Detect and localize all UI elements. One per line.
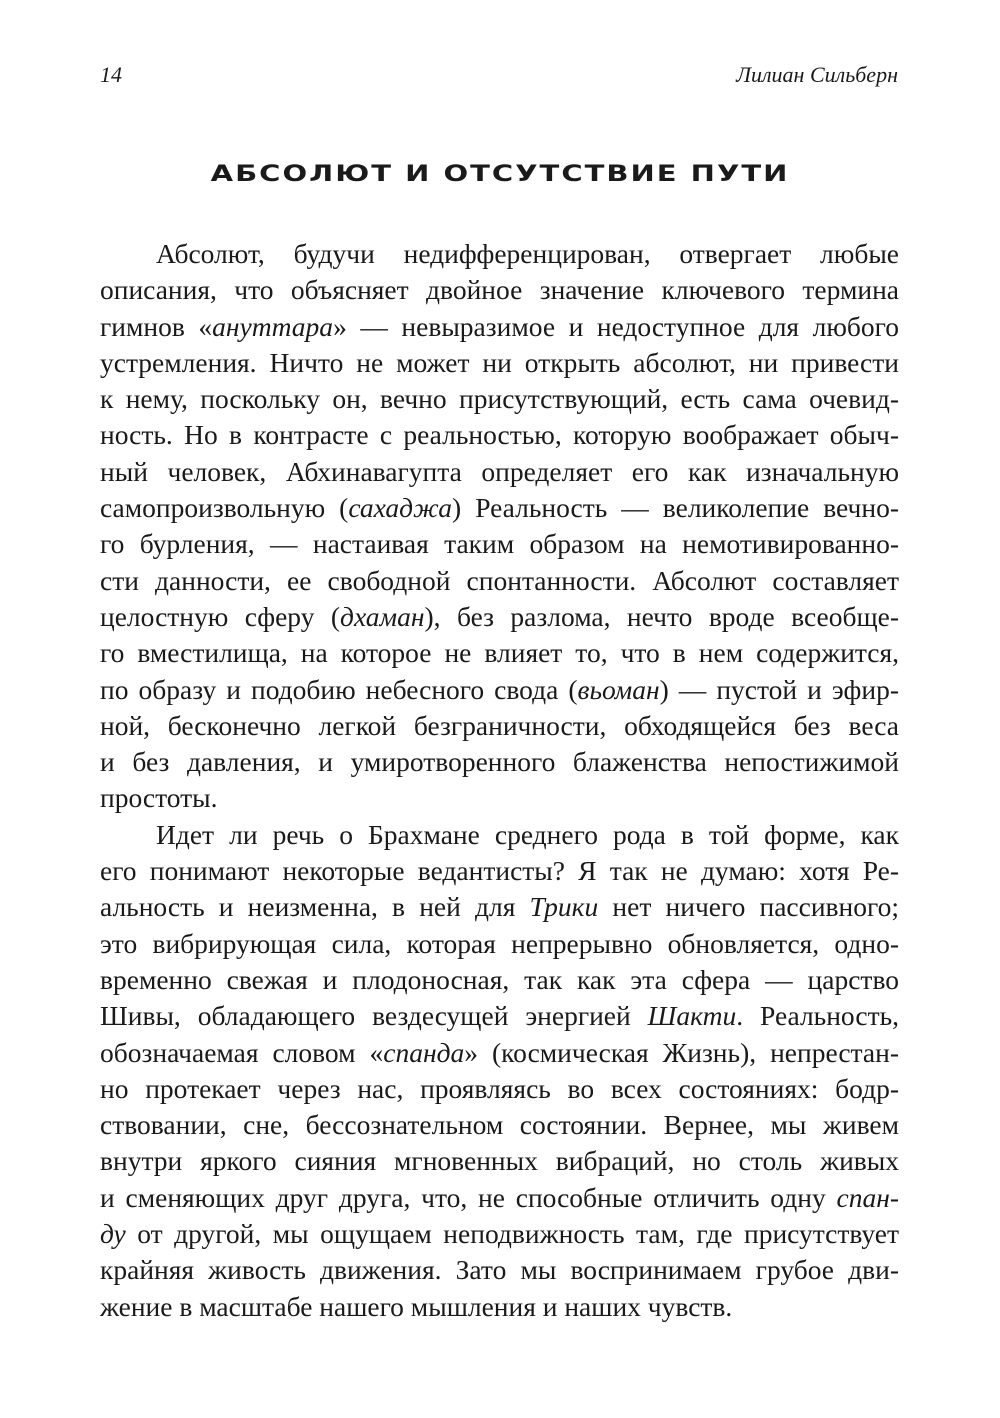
text-line: [100, 1252, 899, 1288]
text-line: [100, 345, 899, 381]
running-head: [100, 62, 898, 94]
text-line: [100, 381, 899, 417]
text-line: [100, 998, 899, 1034]
text-run: временно свежая и плодоносная, так как эта сфера — царство: [100, 963, 899, 995]
text-run: это вибрирующая сила, которая непрерывно обновляется, одно-: [100, 927, 899, 959]
text-run: по образу и подобию небесного свода (: [100, 673, 578, 705]
italic-term: вьоман: [577, 673, 660, 705]
italic-term: Трики: [529, 891, 599, 923]
italic-term: дхаман: [340, 600, 425, 632]
text-run: ный человек, Абхинавагупта определяет его как изначальную: [100, 455, 899, 487]
text-line: [100, 889, 899, 925]
italic-term: сахаджа: [348, 492, 453, 524]
paragraph: [100, 817, 899, 1325]
text-line: [100, 454, 899, 490]
text-run: простоты.: [100, 782, 218, 814]
text-line: [100, 272, 899, 308]
text-line: [100, 780, 899, 816]
text-run: го бурления, — настаивая таким образом на немотивированно-: [100, 528, 899, 560]
text-run: Идет ли речь о Брахмане среднего рода в той форме, как: [156, 818, 899, 850]
running-head-author: Лилиан Сильберн: [736, 62, 898, 87]
text-run: » — невыразимое и недоступное для любого: [333, 310, 899, 342]
text-run: ) Реальность — великолепие вечно-: [452, 492, 899, 524]
text-run: описания, что объясняет двойное значение ключевого термина: [100, 274, 899, 306]
text-line: [100, 417, 899, 453]
text-line: [100, 744, 899, 780]
text-line: [100, 708, 899, 744]
text-run: устремления. Ничто не может ни открыть абсолют, ни привести: [100, 346, 899, 378]
text-run: ствовании, сне, бессознательном состоянии. Вернее, мы живем: [100, 1109, 899, 1141]
text-run: гимнов «: [100, 310, 213, 342]
text-run: ) — пустой и эфир-: [659, 673, 899, 705]
text-run: самопроизвольную (: [100, 492, 349, 524]
text-run: внутри яркого сияния мгновенных вибраций, но столь живых: [100, 1145, 899, 1177]
text-run: . Реальность,: [736, 1000, 899, 1032]
text-run: к нему, поскольку он, вечно присутствующий, есть сама очевид-: [100, 383, 899, 415]
text-run: крайняя живость движения. Зато мы воспринимаем грубое дви-: [100, 1254, 899, 1286]
text-line: [100, 1143, 899, 1179]
text-line: [100, 563, 899, 599]
body-text: [100, 236, 899, 1325]
text-run: целостную сферу (: [100, 600, 341, 632]
text-run: Абсолют, будучи недифференцирован, отвергает любые: [156, 238, 899, 269]
text-line: [100, 1071, 899, 1107]
text-run: от другой, мы ощущаем неподвижность там, где присутствует: [125, 1218, 899, 1250]
paragraph: [100, 236, 899, 817]
page-number: 14: [100, 62, 122, 87]
text-run: и сменяющих друг друга, что, не способные отличить одну: [100, 1181, 837, 1213]
text-run: » (космическая Жизнь), непрестан-: [464, 1036, 899, 1068]
text-run: ), без разлома, нечто вроде всеобще-: [424, 600, 899, 632]
chapter-title: АБСОЛЮТ И ОТСУТСТВИЕ ПУТИ: [210, 159, 790, 187]
text-line: [100, 309, 899, 345]
italic-term: спан-: [836, 1181, 899, 1213]
text-run: и без давления, и умиротворенного блаженства непостижимой: [100, 746, 899, 778]
text-run: нет ничего пассивного;: [598, 891, 899, 923]
text-line: [100, 853, 899, 889]
text-run: Шивы, обладающего вездесущей энергией: [100, 1000, 648, 1032]
text-line: [100, 962, 899, 998]
text-line: [100, 926, 899, 962]
text-line: [100, 526, 899, 562]
italic-term: ануттара: [212, 310, 334, 342]
text-line: [100, 1180, 899, 1216]
text-run: ность. Но в контрасте с реальностью, которую воображает обыч-: [100, 419, 899, 451]
text-line: [100, 599, 899, 635]
text-run: обозначаемая словом «: [100, 1036, 384, 1068]
text-line: [100, 1289, 899, 1325]
text-line: [100, 635, 899, 671]
text-line: [100, 236, 899, 272]
text-line: [100, 817, 899, 853]
text-run: жение в масштабе нашего мышления и наших чувств.: [100, 1290, 733, 1322]
text-run: альность и неизменна, в ней для: [100, 891, 530, 923]
text-line: [100, 1107, 899, 1143]
text-run: но протекает через нас, проявляясь во всех состояниях: бодр-: [100, 1072, 899, 1104]
text-run: ной, бесконечно легкой безграничности, обходящейся без веса: [100, 709, 899, 741]
text-run: его понимают некоторые ведантисты? Я так не думаю: хотя Ре-: [100, 855, 899, 887]
italic-term: спанда: [383, 1036, 465, 1068]
text-line: [100, 1216, 899, 1252]
text-line: [100, 1035, 899, 1071]
text-run: го вместилища, на которое не влияет то, что в нем содержится,: [100, 637, 899, 669]
text-run: сти данности, ее свободной спонтанности. Абсолют составляет: [100, 564, 899, 596]
text-line: [100, 490, 899, 526]
text-line: [100, 672, 899, 708]
italic-term: ду: [100, 1218, 126, 1250]
italic-term: Шакти: [647, 1000, 737, 1032]
